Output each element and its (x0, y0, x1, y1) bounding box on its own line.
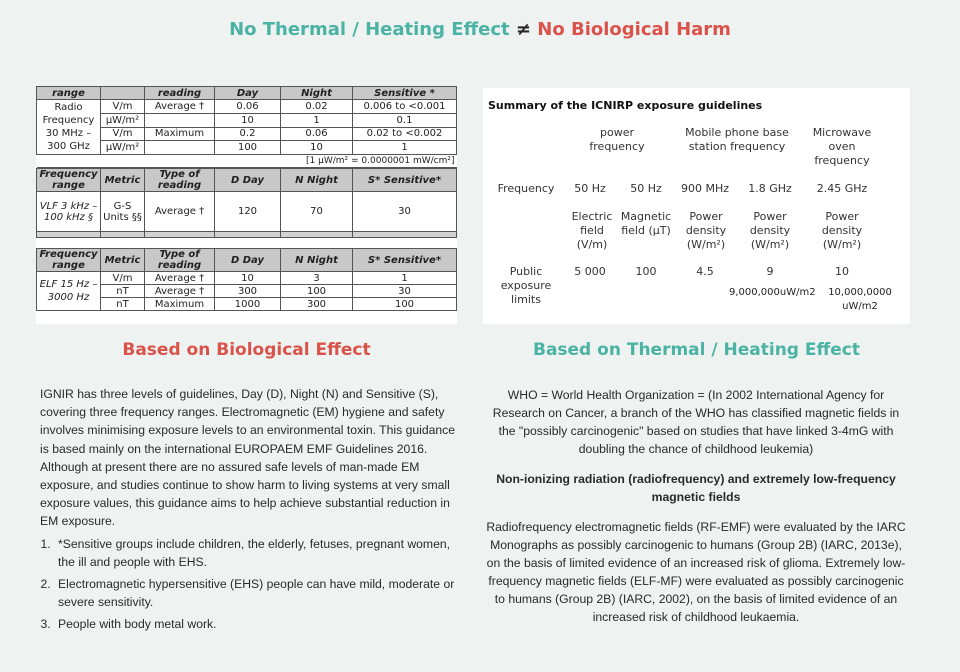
rf-range-cell (37, 100, 101, 155)
table-cell: 10 (281, 141, 353, 155)
table-cell: Average † (145, 272, 215, 285)
vlf-header-cell: D Day (215, 169, 281, 192)
table-cell: nT (101, 298, 145, 311)
rf-header-cell: Day (215, 87, 281, 100)
rf-table (36, 86, 457, 168)
icnirp-unit-cell: Power density (W/m²) (749, 210, 791, 251)
vlf-header-cell: Frequency range (37, 169, 101, 192)
elf-range-cell: ELF 15 Hz – 3000 Hz (37, 272, 101, 311)
vlf-header-cell: N Night (281, 169, 353, 192)
table-cell: 0.006 to <0.001 (353, 100, 457, 114)
table-cell: μW/m² (101, 113, 145, 127)
icnirp-freq-cell: 2.45 GHz (816, 182, 868, 195)
table-cell: Maximum (145, 127, 215, 141)
icnirp-row-public-limits: Public exposure limits (500, 265, 552, 306)
table-row (37, 192, 457, 232)
table-cell: 0.06 (215, 100, 281, 114)
table-cell: 0.06 (281, 127, 353, 141)
vlf-table (36, 168, 457, 238)
table-cell: 300 (281, 298, 353, 311)
table-cell: 1 (353, 141, 457, 155)
table-cell: 10 (215, 272, 281, 285)
icnirp-limit-cell: 5 000 (574, 265, 606, 278)
vlf-header-cell: Metric (101, 169, 145, 192)
rf-header-cell: Night (281, 87, 353, 100)
vlf-range-cell: VLF 3 kHz – 100 kHz § (37, 192, 101, 232)
list-item: 1. *Sensitive groups include children, the elderly, fetuses, pregnant women, the ill and people with EHS. (54, 535, 458, 571)
icnirp-unit-cell: Power density (W/m²) (685, 210, 727, 251)
thermal-effect-text (486, 386, 906, 638)
table-cell: 0.02 (281, 100, 353, 114)
table-cell: 1 (281, 113, 353, 127)
vlf-header-row (37, 169, 457, 192)
table-row-spacer (37, 232, 457, 238)
table-cell: 1 (353, 272, 457, 285)
table-cell: 30 (353, 285, 457, 298)
biological-paragraph: IGNIR has three levels of guidelines, Day (D), Night (N) and Sensitive (S), covering three frequency ranges. Electromagnetic (EM) hygiene and safety involves minimising exposure levels to an environmental toxin. This guidance is based mainly on the international EUROPAEM EMF Guidelines 2016. Although at present there are no assured safe levels of man-made EM exposure, and studies continue to show harm to living systems at very small exposure values, this guidance aims to help achieve substantial reduction in EM exposure. (40, 387, 456, 529)
note-list (40, 535, 458, 634)
icnirp-title: Summary of the ICNIRP exposure guidelines (488, 99, 763, 112)
table-cell: V/m (101, 100, 145, 114)
who-paragraph: WHO = World Health Organization = (In 2002 International Agency for Research on Cancer, a branch of the WHO has classified magnetic fields in the "possibly carcinogenic" based on studies that have linked 3-4mG with doubling the chance of childhood leukemia) (492, 388, 900, 456)
elf-header-cell: N Night (281, 249, 353, 272)
table-cell: V/m (101, 272, 145, 285)
icnirp-limit-cell: 9 (766, 265, 774, 278)
icnirp-freq-cell: 900 MHz (680, 182, 730, 195)
rf-header-cell: Sensitive * (353, 87, 457, 100)
icnirp-limit-cell: 10 (835, 265, 849, 278)
table-cell: 10 (215, 113, 281, 127)
table-cell: Maximum (145, 298, 215, 311)
table-cell: nT (101, 285, 145, 298)
rf-header-cell: range (37, 87, 101, 100)
guideline-tables (36, 86, 457, 324)
non-ionizing-heading: Non-ionizing radiation (radiofrequency) and extremely low-frequency magnetic fields (496, 472, 896, 504)
table-cell: 100 (215, 141, 281, 155)
table-cell: 1000 (215, 298, 281, 311)
table-cell: G-S Units §§ (101, 192, 145, 232)
elf-header-cell: Frequency range (37, 249, 101, 272)
icnirp-freq-cell: 50 Hz (574, 182, 606, 195)
icnirp-freq-cell: 1.8 GHz (748, 182, 792, 195)
not-equal-sign: ≠ (515, 19, 532, 40)
title-part-thermal: No Thermal / Heating Effect (229, 19, 510, 40)
icnirp-handwritten-note: 10,000,0000 uW/m2 (828, 287, 892, 312)
table-row (37, 100, 457, 114)
elf-header-cell: Metric (101, 249, 145, 272)
rf-note-row (37, 155, 457, 168)
table-cell: Average † (145, 192, 215, 232)
vlf-header-cell: Type of reading (145, 169, 215, 192)
table-cell: 30 (353, 192, 457, 232)
icnirp-limit-cell: 100 (635, 265, 657, 278)
icnirp-row-frequency: Frequency (497, 182, 555, 195)
rf-header-cell: reading (145, 87, 215, 100)
list-item: 3. People with body metal work. (54, 615, 458, 633)
icnirp-col-microwave: Microwave oven frequency (812, 126, 872, 167)
table-cell: Average † (145, 285, 215, 298)
elf-header-cell: S* Sensitive* (353, 249, 457, 272)
biological-effect-text (40, 385, 458, 638)
icnirp-unit-cell: Magnetic field (μT) (620, 210, 672, 237)
table-cell (145, 113, 215, 127)
elf-header-cell: Type of reading (145, 249, 215, 272)
icnirp-unit-cell: Power density (W/m²) (821, 210, 863, 251)
biological-effect-heading: Based on Biological Effect (122, 340, 371, 360)
icnirp-col-mobile: Mobile phone base station frequency (685, 126, 789, 153)
table-cell: 3 (281, 272, 353, 285)
table-cell: V/m (101, 127, 145, 141)
rf-unit-note: [1 μW/m² = 0.0000001 mW/cm²] (37, 155, 457, 168)
rf-range-label: Radio Frequency 30 MHz – 300 GHz (42, 102, 95, 152)
iarc-paragraph: Radiofrequency electromagnetic fields (RF-EMF) were evaluated by the IARC Monographs as possibly carcinogenic to humans (Group 2B) (IARC, 2013e), on the basis of limited evidence of an increased risk of glioma. Extremely low-frequency magnetic fields (ELF-MF) were evaluated as possibly carcinogenic to humans (Group 2B) (IARC, 2002), on the basis of limited evidence of an increased risk of childhood leukaemia. (486, 520, 906, 624)
icnirp-limit-cell: 4.5 (696, 265, 714, 278)
table-cell: μW/m² (101, 141, 145, 155)
icnirp-handwritten-note: 9,000,000uW/m2 (729, 287, 816, 298)
table-cell: 100 (281, 285, 353, 298)
table-row (37, 272, 457, 285)
elf-header-row (37, 249, 457, 272)
icnirp-col-power: power frequency (589, 126, 645, 153)
icnirp-unit-cell: Electric field (V/m) (571, 210, 613, 251)
title-part-harm: No Biological Harm (537, 19, 731, 40)
table-cell: 70 (281, 192, 353, 232)
table-cell (145, 141, 215, 155)
icnirp-summary-image (483, 88, 910, 324)
page-title (0, 19, 960, 40)
table-cell: 0.2 (215, 127, 281, 141)
list-item: 2. Electromagnetic hypersensitive (EHS) people can have mild, moderate or severe sensitivity. (54, 575, 458, 611)
thermal-effect-heading: Based on Thermal / Heating Effect (532, 340, 861, 360)
elf-table (36, 248, 457, 311)
table-cell: Average † (145, 100, 215, 114)
table-cell: 0.1 (353, 113, 457, 127)
rf-header-cell (101, 87, 145, 100)
table-cell: 0.02 to <0.002 (353, 127, 457, 141)
vlf-header-cell: S* Sensitive* (353, 169, 457, 192)
table-gap (36, 238, 457, 248)
table-cell: 100 (353, 298, 457, 311)
elf-header-cell: D Day (215, 249, 281, 272)
table-cell: 120 (215, 192, 281, 232)
table-cell: 300 (215, 285, 281, 298)
icnirp-freq-cell: 50 Hz (630, 182, 662, 195)
rf-header-row (37, 87, 457, 100)
